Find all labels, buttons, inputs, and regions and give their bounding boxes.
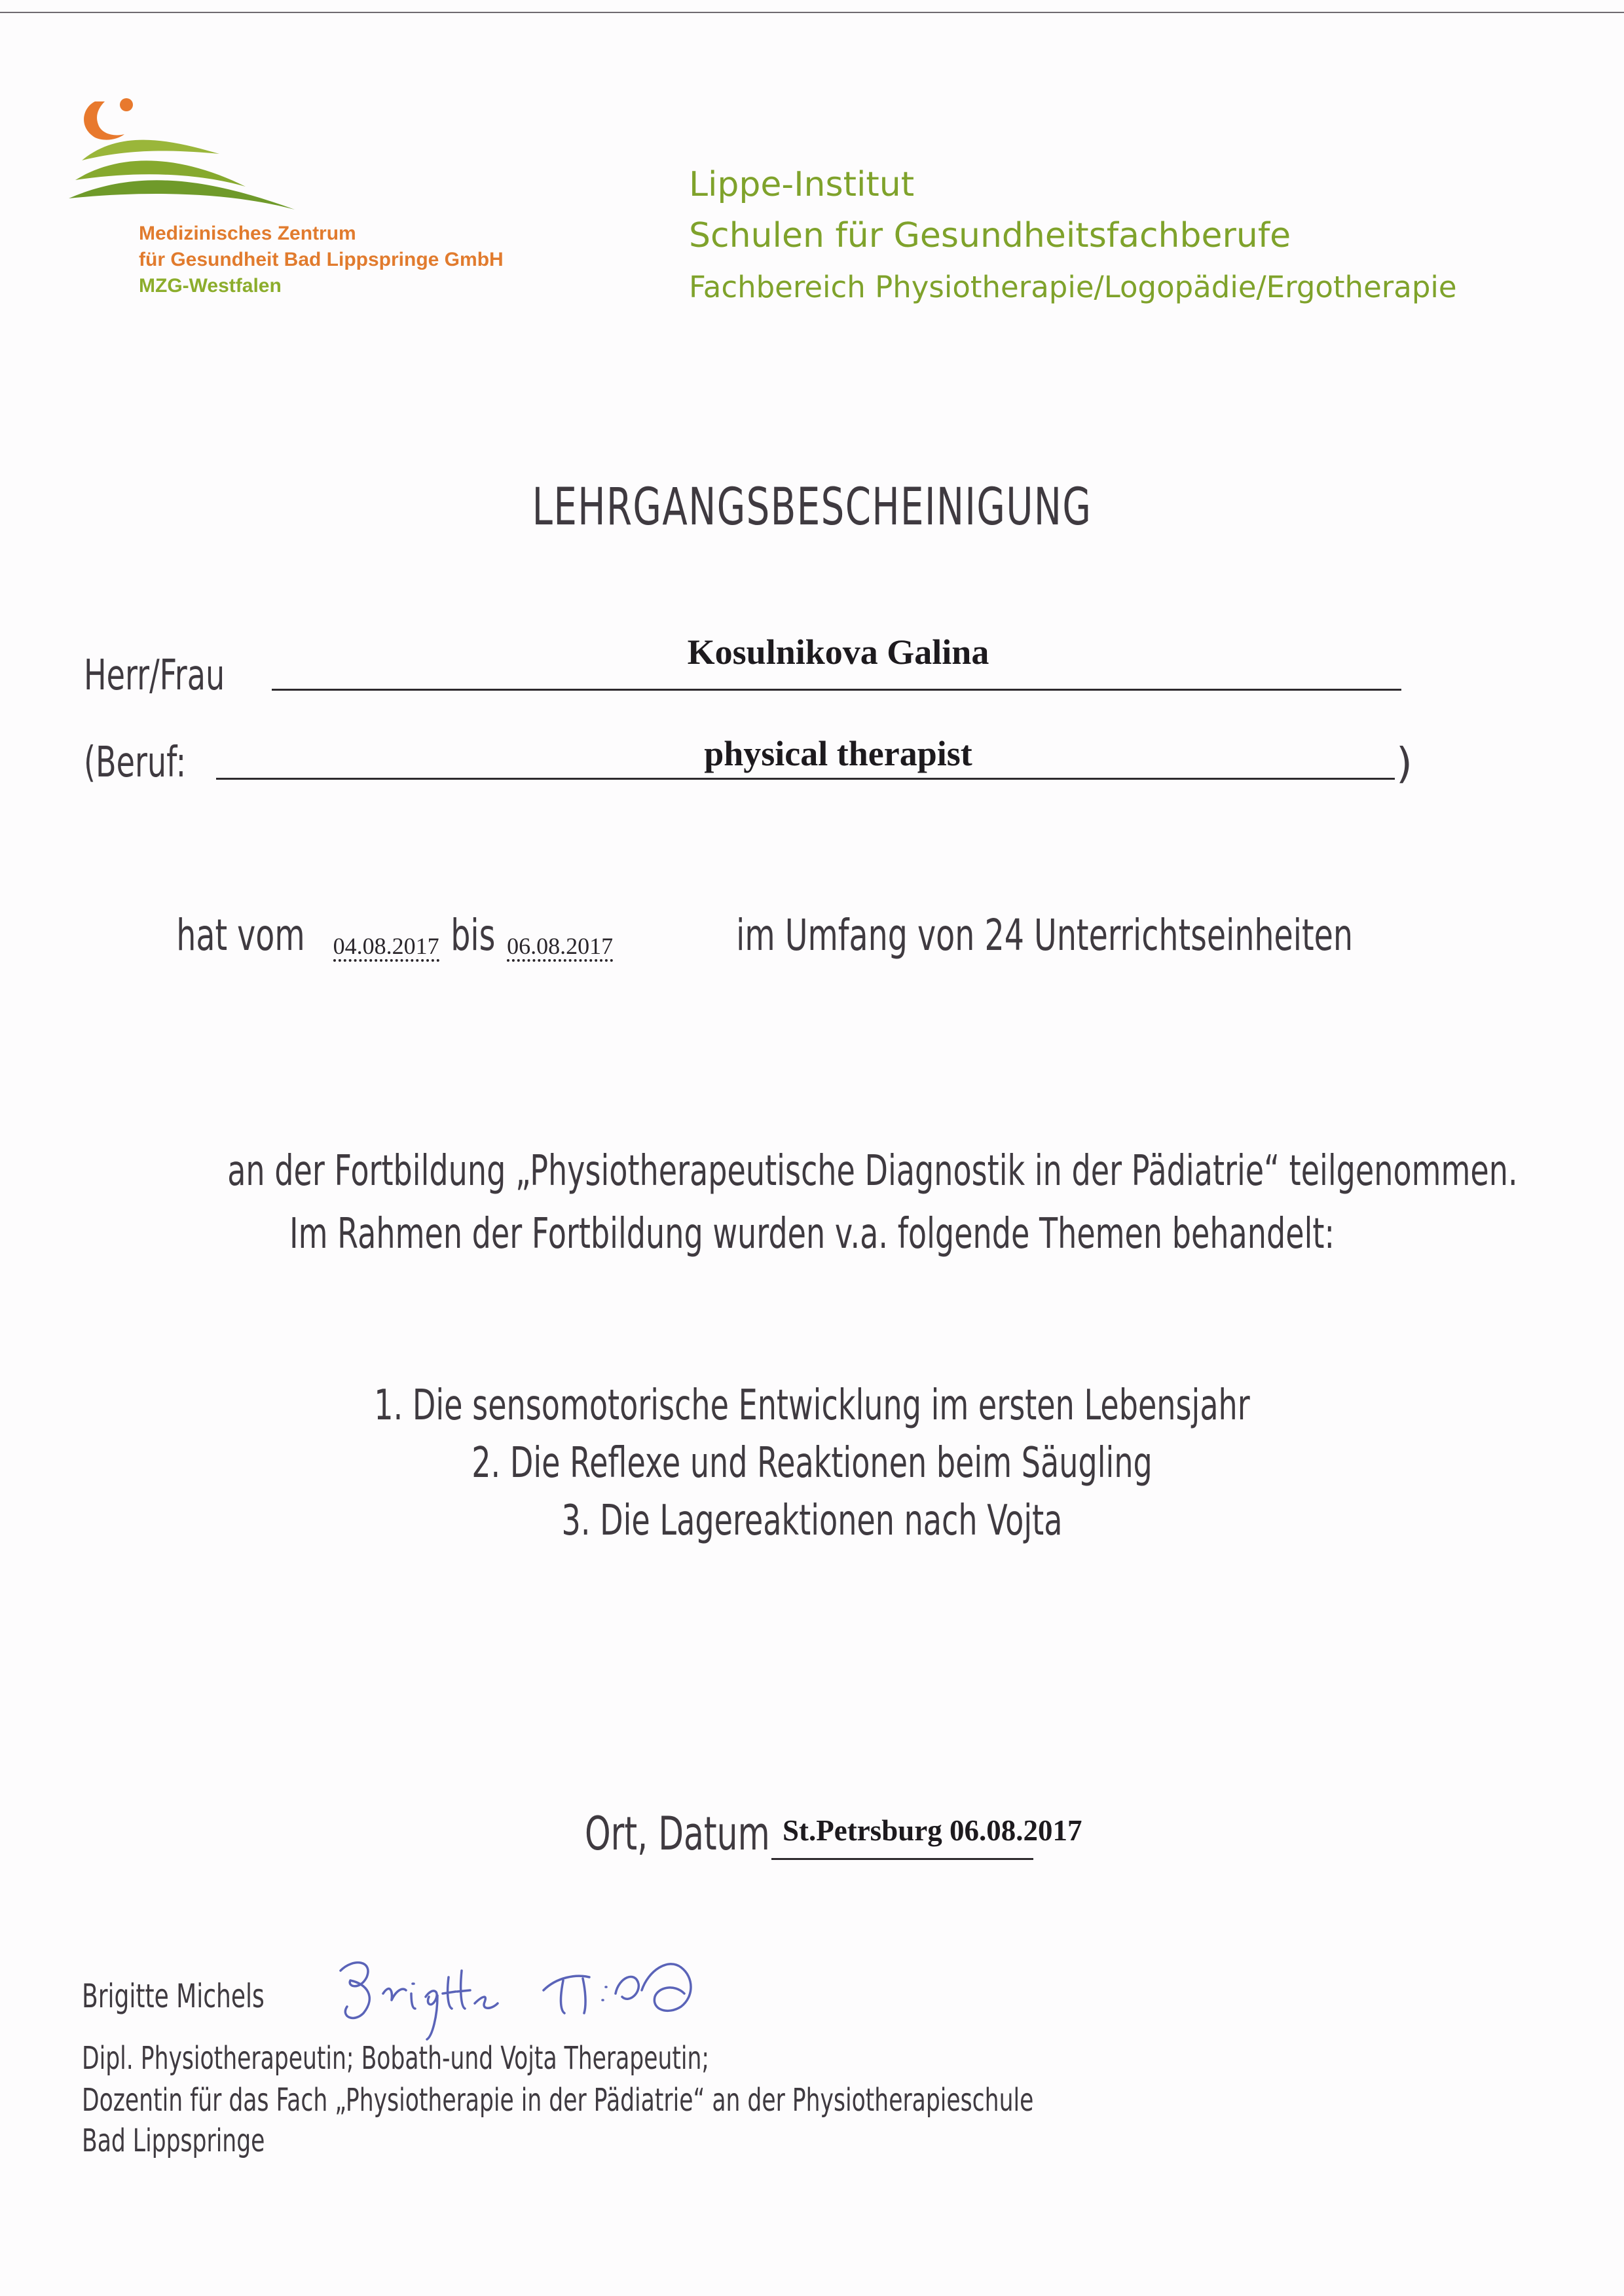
institute-name: Lippe-Institut [689,165,915,204]
dates-prefix: hat vom [176,910,305,960]
dates-suffix: im Umfang von 24 Unterrichtseinheiten [735,910,1353,960]
org-name-line1: Medizinisches Zentrum [139,223,356,244]
handwritten-signature-icon [327,1931,747,2043]
mzg-logo-icon [69,82,304,223]
signatory-location: Bad Lippspringe [82,2123,265,2159]
beruf-label: (Beruf: [84,738,187,787]
signatory-name: Brigitte Michels [82,1977,265,2015]
topic-item: 1. Die sensomotorische Entwicklung im ersten Lebensjahr [374,1381,1250,1430]
course-dates-line [0,910,1624,969]
course-participation-text: an der Fortbildung „Physiotherapeutische Diagnostik in der Pädiatrie“ teilgenommen. [227,1147,1518,1195]
document-title: LEHRGANGSBESCHEINIGUNG [532,478,1092,537]
participant-name: Kosulnikova Galina [687,632,989,672]
herr-frau-label: Herr/Frau [84,651,225,700]
date-from: 04.08.2017 [333,933,439,962]
place-date-label: Ort, Datum [585,1807,770,1861]
date-to: 06.08.2017 [507,933,613,962]
dates-middle: bis [451,910,496,960]
beruf-underline [216,778,1395,780]
signatory-qualification: Dipl. Physiotherapeutin; Bobath-und Vojta Therapeutin; [82,2040,710,2077]
topic-item: 2. Die Reflexe und Reaktionen beim Säugling [471,1439,1153,1487]
beruf-close-paren: ) [1396,740,1412,788]
place-date-underline [771,1858,1033,1860]
signatory-position: Dozentin für das Fach „Physiotherapie in der Pädiatrie“ an der Physiotherapieschule [82,2082,1034,2119]
institute-department: Fachbereich Physiotherapie/Logopädie/Ergotherapie [689,270,1457,304]
org-name-line3: MZG-Westfalen [139,275,282,297]
topic-item: 3. Die Lagereaktionen nach Vojta [561,1497,1063,1545]
org-name-line2: für Gesundheit Bad Lippspringe GmbH [139,249,504,270]
place-date-value: St.Petrsburg 06.08.2017 [783,1814,1082,1847]
top-border-line [0,12,1624,13]
topics-intro-text: Im Rahmen der Fortbildung wurden v.a. folgende Themen behandelt: [289,1210,1335,1258]
participant-profession: physical therapist [704,734,972,773]
name-underline [272,689,1401,691]
institute-schools: Schulen für Gesundheitsfachberufe [689,216,1291,255]
